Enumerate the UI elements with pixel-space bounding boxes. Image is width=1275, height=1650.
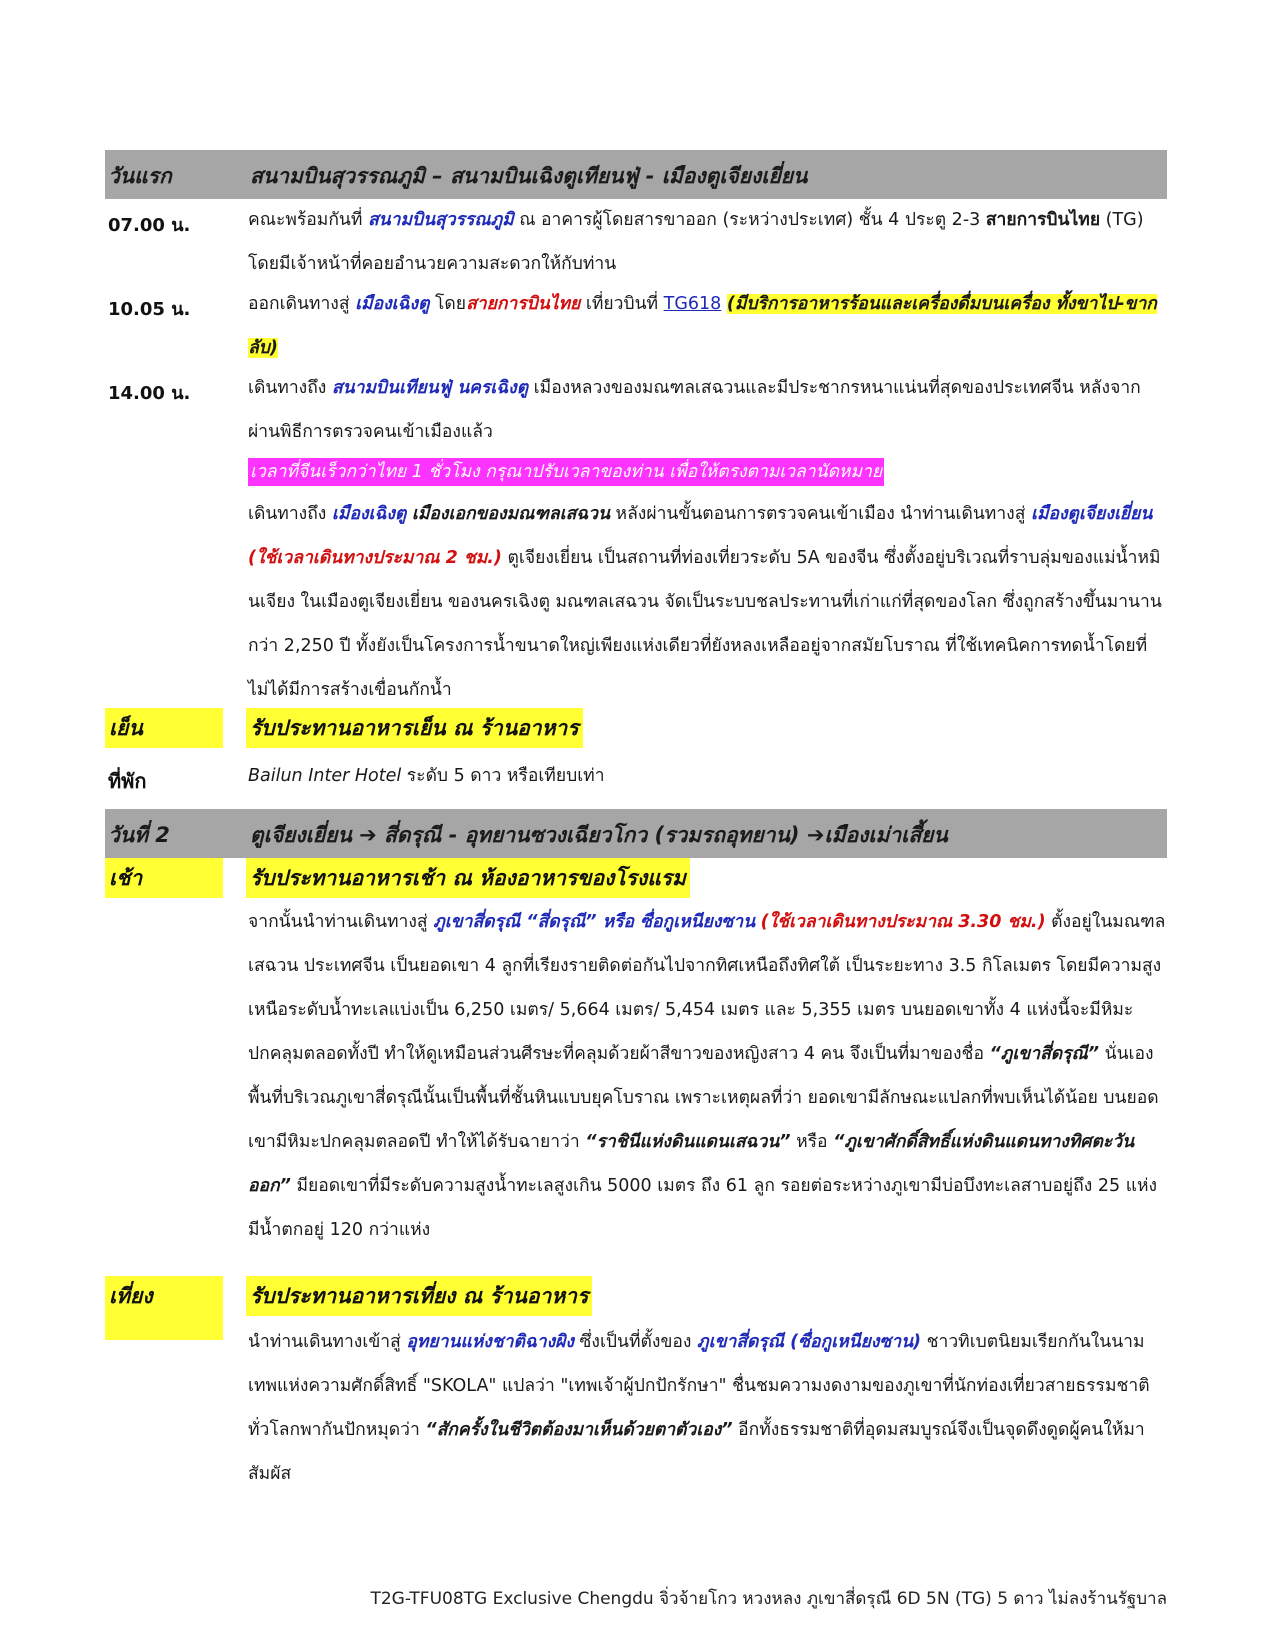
hotel-label: ที่พัก xyxy=(108,769,147,793)
arrow-right-icon: ➔ xyxy=(806,823,825,847)
lunch-text: รับประทานอาหารเที่ยง ณ ร้านอาหาร xyxy=(246,1276,592,1316)
changping-description: นำท่านเดินทางเข้าสู่ อุทยานแห่งชาติฉางผิง ซึ่งเป็นที่ตั้งของ ภูเขาสี่ดรุณี (ซื่อกูเหนียงซาน) ชาวทิเบตนิยมเรียกกันในนามเทพแห่งความศักดิ์สิทธิ์ "SKOLA" แปลว่า "เทพเจ้าผู้ปกปักรักษา" ชื่นชมความงดงามของภูเขาที่นักท่องเที่ยวสายธรรมชาติทั่วโลกพากันปักหมุดว่า “สักครั้งในชีวิตต้องมาเห็นด้วยตาตัวเอง” อีกทั้งธรรมชาติที่อุดมสมบูรณ์จึงเป็นจุดดึงดูดผู้คนให้มาสัมผัส xyxy=(248,1332,1150,1484)
day2-label: วันที่ 2 xyxy=(108,823,170,847)
entry-1400: เดินทางถึง สนามบินเทียนฟู่ นครเฉิงตู เมืองหลวงของมณฑลเสฉวนและมีประชากรหนาแน่นที่สุดของประเทศจีน หลังจากผ่านพิธีการตรวจคนเข้าเมืองแล้ว xyxy=(248,378,1141,442)
dinner-text: รับประทานอาหารเย็น ณ ร้านอาหาร xyxy=(246,708,583,748)
page-footer: T2G-TFU08TG Exclusive Chengdu จิ่วจ้ายโกว หวงหลง ภูเขาสี่ดรุณี 6D 5N (TG) 5 ดาว ไม่ลงร้านรัฐบาล xyxy=(370,1589,1167,1609)
dujiangyan-description: เดินทางถึง เมืองเฉิงตู เมืองเอกของมณฑลเสฉวน หลังผ่านขั้นตอนการตรวจคนเข้าเมือง นำท่านเดินทางสู่ เมืองตูเจียงเยี่ยน (ใช้เวลาเดินทางประมาณ 2 ชม.) ตูเจียงเยี่ยน เป็นสถานที่ท่องเที่ยวระดับ 5A ของจีน ซึ่งตั้งอยู่บริเวณที่ราบลุ่มของแม่น้ำหมินเจียง ในเมืองตูเจียงเยี่ยน ของนครเฉิงตู มณฑลเสฉวน จัดเป็นระบบชลประทานที่เก่าแก่ที่สุดของโลก ซึ่งถูกสร้างขึ้นมานานกว่า 2,250 ปี ทั้งยังเป็นโครงการน้ำขนาดใหญ่เพียงแห่งเดียวที่ยังหลงเหลืออยู่จากสมัยโบราณ ที่ใช้เทคนิคการทดน้ำโดยที่ไม่ได้มีการสร้างเขื่อนกักน้ำ xyxy=(248,504,1162,700)
day2-title: ตูเจียงเยี่ยน ➔ สี่ดรุณี - อุทยานซวงเฉียวโกว (รวมรถอุทยาน) ➔เมืองเม่าเสี้ยน xyxy=(250,823,948,847)
time-0700: 07.00 น. xyxy=(108,215,191,236)
breakfast-label: เช้า xyxy=(105,858,223,898)
city-chengdu: เมืองเฉิงตู xyxy=(355,294,430,314)
day2-banner xyxy=(105,809,1167,858)
time-1005: 10.05 น. xyxy=(108,299,191,320)
entry-1005: ออกเดินทางสู่ เมืองเฉิงตู โดยสายการบินไทย เที่ยวบินที่ TG618 (มีบริการอาหารร้อนและเครื่องดื่มบนเครื่อง ทั้งขาไป-ขากลับ) xyxy=(248,294,1157,358)
day1-banner xyxy=(105,150,1167,199)
lunch-label: เที่ยง xyxy=(105,1276,223,1316)
timezone-notice-row xyxy=(248,450,1166,494)
breakfast-text: รับประทานอาหารเช้า ณ ห้องอาหารของโรงแรม xyxy=(246,858,690,898)
dinner-label: เย็น xyxy=(105,708,223,748)
day1-label: วันแรก xyxy=(108,164,172,188)
meal-service-note: (มีบริการอาหารร้อนและเครื่องดื่มบนเครื่อง ทั้งขาไป-ขากลับ) xyxy=(248,294,1157,358)
airline-thai-red: สายการบินไทย xyxy=(466,294,581,314)
lunch-label-extension xyxy=(105,1316,223,1340)
airport-tianfu: สนามบินเทียนฟู่ นครเฉิงตู xyxy=(331,378,529,398)
siguniang-description: จากนั้นนำท่านเดินทางสู่ ภูเขาสี่ดรุณี “สี่ดรุณี” หรือ ซื่อกูเหนียงซาน (ใช้เวลาเดินทางประมาณ 3.30 ชม.) ตั้งอยู่ในมณฑลเสฉวน ประเทศจีน เป็นยอดเขา 4 ลูกที่เรียงรายติดต่อกันไปจากทิศเหนือถึงทิศใต้ เป็นระยะทาง 3.5 กิโลเมตร โดยมีความสูงเหนือระดับน้ำทะเลแบ่งเป็น 6,250 เมตร/ 5,664 เมตร/ 5,454 เมตร และ 5,355 เมตร บนยอดเขาทั้ง 4 แห่งนี้จะมีหิมะปกคลุมตลอดทั้งปี ทำให้ดูเหมือนส่วนศีรษะที่คลุมด้วยผ้าสีขาวของหญิงสาว 4 คน จึงเป็นที่มาของชื่อ “ภูเขาสี่ดรุณี” นั่นเองพื้นที่บริเวณภูเขาสี่ดรุณีนั้นเป็นพื้นที่ชั้นหินแบบยุคโบราณ เพราะเหตุผลที่ว่า ยอดเขามีลักษณะแปลกที่พบเห็นได้น้อย บนยอดเขามีหิมะปกคลุมตลอดปี ทำให้ได้รับฉายาว่า “ราชินีแห่งดินแดนเสฉวน” หรือ “ภูเขาศักดิ์สิทธิ์แห่งดินแดนทางทิศตะวันออก” มียอดเขาที่มีระดับความสูงน้ำทะเลสูงเกิน 5000 เมตร ถึง 61 ลูก รอยต่อระหว่างภูเขามีบ่อบึงทะเลสาบอยู่ถึง 25 แห่ง มีน้ำตกอยู่ 120 กว่าแห่ง xyxy=(248,912,1166,1240)
day1-title: สนามบินสุวรรณภูมิ – สนามบินเฉิงตูเทียนฟู่ - เมืองตูเจียงเยี่ยน xyxy=(250,164,808,188)
arrow-right-icon: ➔ xyxy=(359,823,377,847)
timezone-notice: เวลาที่จีนเร็วกว่าไทย 1 ชั่วโมง กรุณาปรับเวลาของท่าน เพื่อให้ตรงตามเวลานัดหมาย xyxy=(248,458,884,486)
hotel-info: Bailun Inter Hotel ระดับ 5 ดาว หรือเทียบเท่า xyxy=(248,766,605,786)
time-1400: 14.00 น. xyxy=(108,383,191,404)
entry-0700: คณะพร้อมกันที่ สนามบินสุวรรณภูมิ ณ อาคารผู้โดยสารขาออก (ระหว่างประเทศ) ชั้น 4 ประตู 2-3 สายการบินไทย (TG) โดยมีเจ้าหน้าที่คอยอำนวยความสะดวกให้กับท่าน xyxy=(248,210,1144,274)
flight-link[interactable]: TG618 xyxy=(663,294,722,314)
airline-thai: สายการบินไทย xyxy=(985,210,1101,230)
airport-suvarnabhumi: สนามบินสุวรรณภูมิ xyxy=(367,210,514,230)
hotel-name: Bailun Inter Hotel xyxy=(248,766,402,786)
